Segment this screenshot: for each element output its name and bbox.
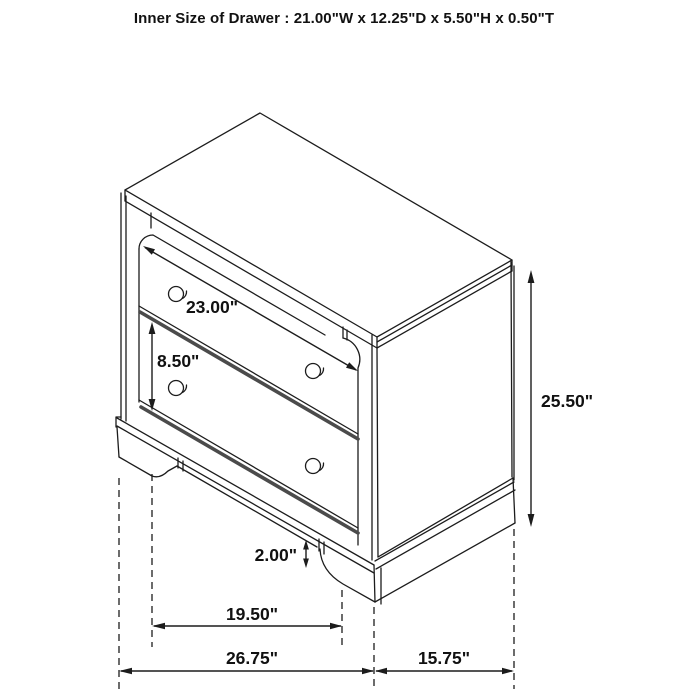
drawer-knob: [169, 381, 187, 396]
dimension-overall-height: [528, 270, 593, 527]
overall-height-label: 25.50": [541, 391, 594, 411]
cabinet-top: [125, 113, 512, 348]
dimension-foot-span: [152, 604, 342, 629]
drawer-height-label: 8.50": [157, 351, 200, 371]
foot-height-label: 2.00": [254, 545, 297, 565]
dimension-overall-depth: [375, 648, 514, 674]
foot-span-label: 19.50": [225, 604, 279, 624]
drawer-fronts: [139, 287, 358, 534]
drawer-width-label: 23.00": [185, 297, 239, 317]
cabinet-base: [116, 417, 515, 604]
cabinet-side-panel: [372, 262, 514, 560]
page-title: Inner Size of Drawer : 21.00"W x 12.25"D x 5.50"H x 0.50"T: [133, 10, 555, 27]
drawer-knob: [306, 364, 324, 379]
drawer-knob: [306, 459, 324, 474]
overall-depth-label: 15.75": [417, 648, 471, 668]
dimension-foot-height: [255, 540, 309, 568]
overall-width-label: 26.75": [225, 648, 279, 668]
drawer-knob: [169, 287, 187, 302]
dimension-overall-width: [119, 648, 374, 674]
dimension-drawer-height: [149, 322, 200, 411]
